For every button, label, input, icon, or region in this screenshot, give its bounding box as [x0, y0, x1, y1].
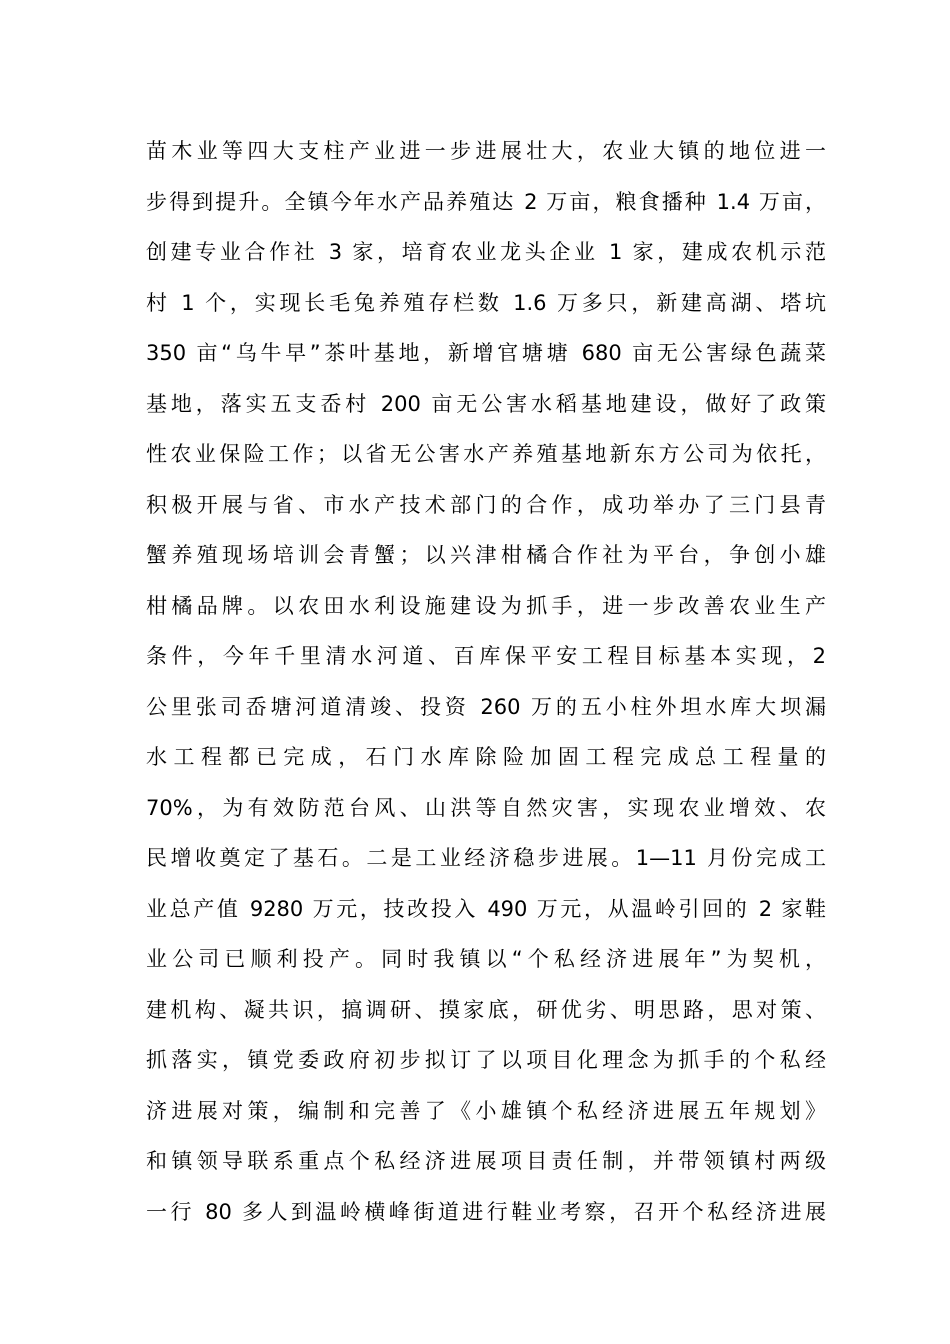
text-line: 村 1 个，实现长毛兔养殖存栏数 1.6 万多只，新建高湖、塔坑 [146, 290, 826, 315]
text-line: 建机构、凝共识，搞调研、摸家底，研优劣、明思路，思对策、 [146, 997, 826, 1022]
text-line: 民增收奠定了基石。二是工业经济稳步进展。1—11 月份完成工 [146, 846, 826, 870]
text-line: 350 亩“乌牛早”茶叶基地，新增官塘塘 680 亩无公害绿色蔬菜 [146, 341, 826, 365]
text-line: 水工程都已完成，石门水库除险加固工程完成总工程量的 [146, 745, 826, 769]
text-line: 业公司已顺利投产。同时我镇以“个私经济进展年”为契机， [146, 947, 826, 971]
text-line: 蟹养殖现场培训会青蟹；以兴津柑橘合作社为平台，争创小雄 [146, 543, 826, 567]
text-line: 基地，落实五支岙村 200 亩无公害水稻基地建设，做好了政策 [146, 391, 826, 416]
text-line: 创建专业合作社 3 家，培育农业龙头企业 1 家，建成农机示范 [146, 240, 826, 264]
text-line: 积极开展与省、市水产技术部门的合作，成功举办了三门县青 [146, 492, 826, 517]
text-line: 抓落实，镇党委政府初步拟订了以项目化理念为抓手的个私经 [146, 1048, 826, 1072]
text-line: 一行 80 多人到温岭横峰街道进行鞋业考察，召开个私经济进展 [146, 1199, 826, 1224]
text-line: 步得到提升。全镇今年水产品养殖达 2 万亩，粮食播种 1.4 万亩， [146, 189, 826, 214]
text-line: 公里张司岙塘河道清竣、投资 260 万的五小柱外坦水库大坝漏 [146, 694, 826, 719]
text-line: 济进展对策，编制和完善了《小雄镇个私经济进展五年规划》 [146, 1098, 826, 1123]
text-line: 苗木业等四大支柱产业进一步进展壮大，农业大镇的地位进一 [146, 139, 826, 163]
text-line: 业总产值 9280 万元，技改投入 490 万元，从温岭引回的 2 家鞋 [146, 896, 826, 921]
text-line: 70%，为有效防范台风、山洪等自然灾害，实现农业增效、农 [146, 795, 826, 820]
text-line: 性农业保险工作；以省无公害水产养殖基地新东方公司为依托， [146, 442, 826, 466]
text-line: 条件，今年千里清水河道、百库保平安工程目标基本实现，2 [146, 644, 826, 668]
body-paragraph [146, 126, 826, 1237]
text-line: 和镇领导联系重点个私经济进展项目责任制，并带领镇村两级 [146, 1149, 826, 1173]
text-line: 柑橘品牌。以农田水利设施建设为抓手，进一步改善农业生产 [146, 593, 826, 618]
